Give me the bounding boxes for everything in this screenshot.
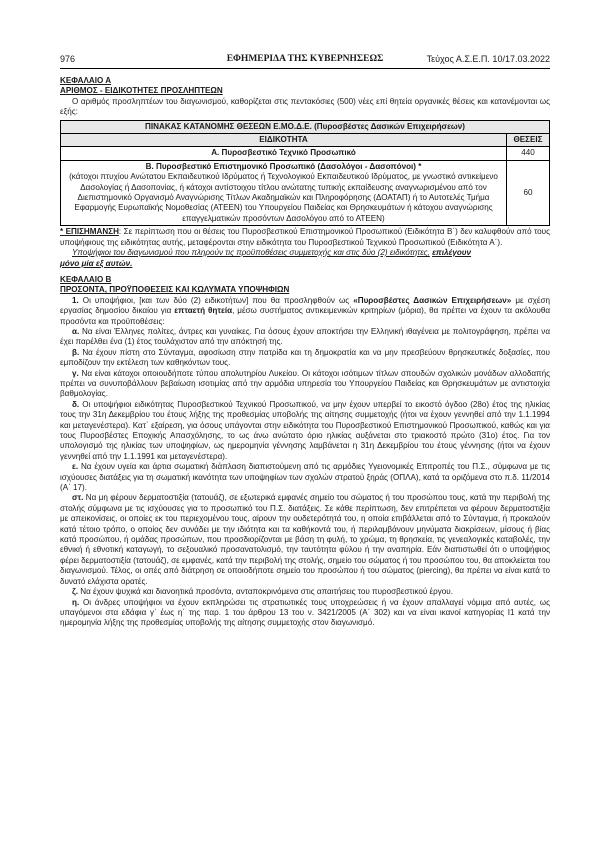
page-header [60,52,550,69]
item-number: γ. [72,368,79,378]
table-row [61,160,550,225]
row-a-label: Α. Πυροσβεστικό Τεχνικό Προσωπικό [61,147,507,160]
item-number: δ. [72,399,80,409]
chapter-b-title: ΚΕΦΑΛΑΙΟ Β [60,274,112,284]
item-a [60,327,550,348]
item-c [60,369,550,400]
issue-info: Τεύχος Α.Σ.Ε.Π. 10/17.03.2022 [426,54,550,64]
item-text: Να μη φέρουν δερματοστιξία (τατουάζ), σε εξωτερικά εμφανές σημείο του σώματος ή του προσώπου τους, κατά την περιβολή της στολής σύμφωνα με τις ισχύουσες για το προσωπικό του Π.Σ. διατάξεις. Σε κάθε περίπτωση, δεν επιτρέπεται να φέρουν δερματοστιξία με απεικονίσεις, οι οποίες εκ του περιεχομένου τους, αίρουν την ουδετερότητά του, η οποία επιβάλλεται από το Σύνταγμα, ή προκαλούν κατά τέτοιο τρόπο, ο οποίος δεν συνάδει με την ιδιότητα και τα καθήκοντά του, ή περιλαμβάνουν μηνύματα διακρίσεων, μίσους ή βίας κατά προσώπου, ή ομάδας προσώπων, που προσδιορίζονται με βάση τη φυλή, το χρώμα, τη θρησκεία, τις γενεαλογικές καταβολές, την εθνική ή εθνοτική καταγωγή, το σεξουαλικό προσανατολισμό, την ταυτότητα φύλου ή την αναπηρία. Εάν διαπιστωθεί ότι ο υποψήφιος φέρει δερματοστιξία (τατουάζ), σε εμφανές, κατά την περιβολή της στολής, σημείο του σώματος ή του προσώπου του, θα αποκλείεται του διαγωνισμού. Τέλος, οι οπές από διάτρηση σε οποιοδήποτε σημείο του προσώπου ή του σώματος (piercing), θα πρέπει να είναι κατά το δυνατό ελάχιστα ορατές. [60,493,550,586]
item-z [60,587,550,597]
item-text: Οι άνδρες υποψήφιοι να έχουν εκπληρώσει τις στρατιωτικές τους υποχρεώσεις ή να έχουν απαλλαγεί νόμιμα από αυτές, ως υπαγόμενοι στα εδάφια γ΄ έως η΄ της παρ. 1 του άρθρου 13 του ν. 3421/2005 (Α΄ 302) και να είναι ικανοί κατηγορίας Ι1 κατά την ημερομηνία λήξης της προθεσμίας υποβολής της αίτησης συμμετοχής στον διαγωνισμό. [60,597,550,628]
choice-bold-a: επιλέγουν [432,248,472,258]
choice-bold-b: μόνο μία εξ αυτών. [60,258,133,268]
chapter-a-title: ΚΕΦΑΛΑΙΟ Α [60,76,112,85]
table-row [61,147,550,160]
choice-paragraph [60,248,550,269]
item-bold: επταετή θητεία [174,306,233,316]
item-text: με σχέση εργασίας δημοσίου δικαίου για [60,295,550,316]
row-b-description: (κάτοχοι πτυχίου Ανώτατου Εκπαιδευτικού Ιδρύματος ή Τεχνολογικού Εκπαιδευτικού Ιδρύματος, με γνωστικό αντικείμενο Δασολογίας ή Δασοπονίας, ή κάτοχοι αντίστοιχου τίτλου ανώτατης τυπικής εκπαίδευσης αναγνωρισμένου από τον Διεπιστημονικό Οργανισμό Αναγνώρισης Τίτλων Ακαδημαϊκών και Πληροφόρησης (ΔΟΑΤΑΠ) ή το Αυτοτελές Τμήμα Εφαρμογής Ευρωπαϊκής Νομοθεσίας (ΑΤΕΕΝ) του Υπουργείου Παιδείας και Θρησκευμάτων ή κάτοχου αναγνώρισης επαγγελματικών προσόντων Δασολόγου από το ΑΤΕΕΝ) [69,172,498,223]
item-number: ζ. [72,587,78,597]
item-text: Οι υποψήφιοι, [και των δύο (2) ειδικοτήτων] που θα προσληφθούν ως [78,295,354,305]
item-text: Να είναι Έλληνες πολίτες, άντρες και γυναίκες. Για όσους έχουν αποκτήσει την Ελληνική ιθαγένεια με πολιτογράφηση, πρέπει να έχει παρέλθει ένα (1) έτος τουλάχιστον από την απόκτησή της. [60,326,550,347]
publication-title: ΕΦΗΜΕΡΙΔΑ ΤΗΣ ΚΥΒΕΡΝΗΣΕΩΣ [226,54,384,64]
item-text: Να έχουν ψυχικά και διανοητικά προσόντα, ανταποκρινόμενα στις απαιτήσεις του πυροσβεστικού έργου. [77,587,453,597]
item-text: Να έχουν πίστη στο Σύνταγμα, αφοσίωση στην πατρίδα και τη δημοκρατία και να μην πρεσβεύουν θρησκευτικές δοξασίες, που εμποδίζουν την εκτέλεση των καθηκόντων τους. [60,347,550,368]
item-number: στ. [72,493,84,503]
item-st [60,493,550,587]
row-a-value: 440 [507,147,550,160]
item-number: ε. [72,462,79,472]
table-title: ΠΙΝΑΚΑΣ ΚΑΤΑΝΟΜΗΣ ΘΕΣΕΩΝ Ε.ΜΟ.Δ.Ε. (Πυροσβέστες Δασικών Επιχειρήσεων) [61,120,550,133]
page-number: 976 [60,54,76,64]
item-b [60,348,550,369]
row-b-cell [61,160,507,225]
choice-text: Υποψήφιοι του διαγωνισμού που πληρούν τις προϋποθέσεις συμμετοχής και στις δύο (2) ειδικότητες, [72,248,430,258]
col-positions-header: ΘΕΣΕΙΣ [507,134,550,147]
note-text: : Σε περίπτωση που οι θέσεις του Πυροσβεστικού Επιστημονικού Προσωπικού (Ειδικότητα Β΄) δεν καλυφθούν από τους υποψήφιους της ειδικότητας αυτής, μεταφέρονται στην ειδικότητα του Πυροσβεστικού Τεχνικού Προσωπικού (Ειδικότητα Α΄). [60,227,550,247]
item-1 [60,296,550,327]
item-text: Να έχουν υγεία και άρτια σωματική διάπλαση διαπιστούμενη από τις αρμόδιες Υγειονομικές Επιτροπές του Π.Σ., σύμφωνα με τις ισχύουσες διατάξεις για τη σωματική ικανότητα των υποψηφίων των σχολών στρατού ξηράς (ΟΠΛΑ), κατά τα οριζόμενα στο π.δ. 11/2014 (Α΄ 17). [60,462,550,493]
item-d [60,400,550,462]
chapter-a-intro: Ο αριθμός προσληπτέων του διαγωνισμού, καθορίζεται στις πεντακόσιες (500) νέες επί θητεία οργανικές θέσεις και κατανέμονται ως εξής: [60,96,550,117]
item-text: Να είναι κάτοχοι οποιουδήποτε τύπου απολυτηρίου Λυκείου. Οι κάτοχοι ισότιμων τίτλων σπουδών σχολικών μονάδων αλλοδαπής πρέπει να συνυποβάλλουν βεβαίωση ισοτιμίας από την αρμόδια υπηρεσία του Υπουργείου Παιδείας και Θρησκευμάτων με αντιστοιχία βαθμολογίας. [60,368,550,399]
row-b-value: 60 [507,160,550,225]
chapter-a-subtitle: ΑΡΙΘΜΟΣ - ΕΙΔΙΚΟΤΗΤΕΣ ΠΡΟΣΛΗΠΤΕΩΝ [60,86,223,96]
item-number: 1. [72,295,79,305]
item-bold: «Πυροσβέστες Δασικών Επιχειρήσεων» [353,295,512,305]
col-specialty-header: ΕΙΔΙΚΟΤΗΤΑ [61,134,507,147]
row-b-label: Β. Πυροσβεστικό Επιστημονικό Προσωπικό (Δασολόγοι - Δασοπόνοι) * [145,161,422,171]
chapter-b-subtitle: ΠΡΟΣΟΝΤΑ, ΠΡΟΫΠΟΘΕΣΕΙΣ ΚΑΙ ΚΩΛΥΜΑΤΑ ΥΠΟΨΗΦΙΩΝ [60,285,290,295]
item-text: , μέσω συστήματος αντικειμενικών κριτηρίων (μόρια), θα πρέπει να έχουν τα ακόλουθα προσόντα και προϋποθέσεις: [60,306,551,326]
item-number: η. [72,597,80,607]
item-number: β. [72,347,80,357]
document-body [60,76,550,629]
item-number: α. [72,326,80,336]
item-e [60,462,550,493]
note-lead: * ΕΠΙΣΗΜΑΝΣΗ [60,227,119,237]
positions-table [60,120,550,227]
item-h [60,598,550,629]
note-paragraph [60,227,550,248]
item-text: Οι υποψήφιοι ειδικότητας Πυροσβεστικού Τεχνικού Προσωπικού, να μην έχουν υπερβεί το εικοστό όγδοο (28ο) έτος της ηλικίας τους την 31η Δεκεμβρίου του έτους λήξης της προθεσμίας υποβολής της αίτησης συμμετοχής (ήτοι να έχουν γεννηθεί από την 1.1.1994 και μεταγενέστερα). Κατ΄ εξαίρεση, για όσους υπάγονται στην ειδικότητα του Πυροσβεστικού Επιστημονικού Προσωπικού, καθώς και για τους Πυροσβέστες Εποχικής Απασχόλησης, το ως άνω ανώτατο όριο ηλικίας αυξάνεται στο τριακοστό πρώτο (31ο) έτος. Για τον υπολογισμό της ηλικίας των υποψηφίων, ως ημερομηνία γέννησης λαμβάνεται η 31η Δεκεμβρίου του έτους γέννησης (ήτοι να έχουν γεννηθεί από την 1.1.1991 και μεταγενέστερα). [60,399,550,461]
